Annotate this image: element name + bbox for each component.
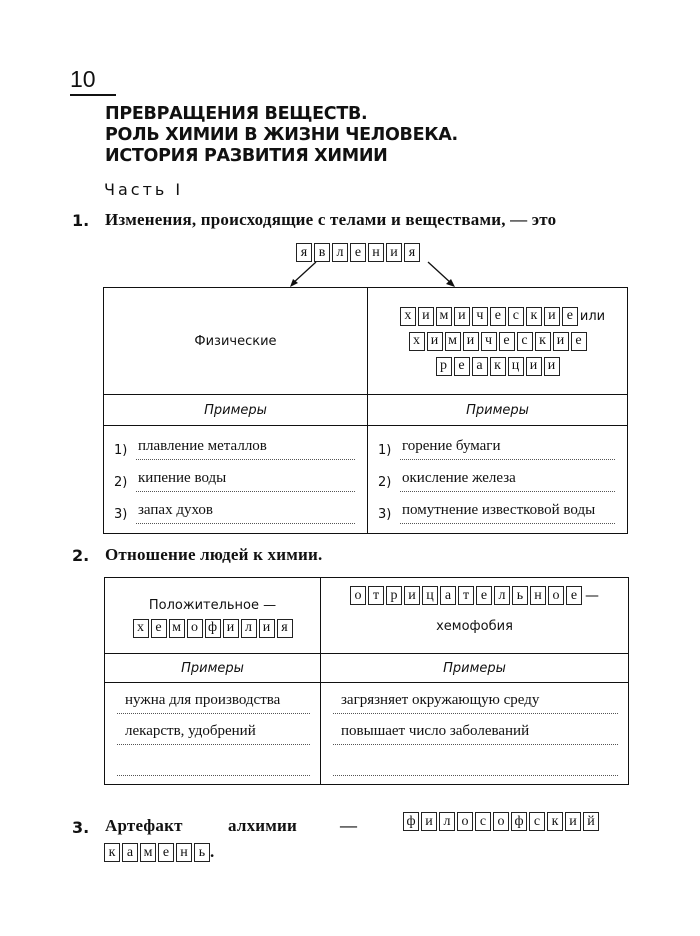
letter-box[interactable]: а (440, 586, 456, 605)
letter-box[interactable]: ф (511, 812, 527, 831)
example-row: 3) запах духов (114, 492, 355, 524)
example-answer-line[interactable] (117, 745, 310, 776)
letter-box[interactable]: и (223, 619, 239, 638)
letter-box[interactable]: р (386, 586, 402, 605)
letter-box[interactable]: ц (508, 357, 524, 376)
q3-line2 (104, 842, 214, 862)
examples-header-right: Примеры (321, 654, 629, 683)
example-answer-line[interactable]: горение бумаги (400, 438, 615, 460)
physical-header: Физические (104, 288, 368, 395)
letter-box[interactable]: и (454, 307, 470, 326)
letter-box[interactable]: е (158, 843, 174, 862)
letter-box[interactable]: я (404, 243, 420, 262)
reactions-word-boxes (436, 357, 560, 376)
letter-box[interactable]: л (332, 243, 348, 262)
example-answer-line[interactable]: повышает число заболеваний (333, 714, 618, 745)
letter-box[interactable]: и (259, 619, 275, 638)
letter-box[interactable]: к (104, 843, 120, 862)
letter-box[interactable]: т (368, 586, 384, 605)
letter-box[interactable]: о (548, 586, 564, 605)
letter-box[interactable]: о (457, 812, 473, 831)
attitude-table (104, 577, 629, 785)
letter-box[interactable]: о (350, 586, 366, 605)
chemical-header (368, 288, 628, 395)
letter-box[interactable]: е (350, 243, 366, 262)
chemophobia-label: хемофобия (436, 619, 513, 634)
letter-box[interactable]: н (530, 586, 546, 605)
letter-box[interactable]: и (526, 357, 542, 376)
letter-box[interactable]: с (475, 812, 491, 831)
positive-header (105, 578, 321, 654)
example-answer-line[interactable]: нужна для производства (117, 683, 310, 714)
example-row: 3) помутнение известковой воды (378, 492, 615, 524)
negative-examples (321, 683, 629, 785)
letter-box[interactable]: и (421, 812, 437, 831)
letter-box[interactable]: е (151, 619, 167, 638)
question-3-number: 3. (72, 818, 90, 837)
negative-word-boxes (350, 586, 582, 605)
period: . (210, 842, 215, 861)
question-1-text: Изменения, происходящие с телами и веществами, — это (105, 210, 557, 229)
letter-box[interactable]: и (463, 332, 479, 351)
example-row: 2) окисление железа (378, 460, 615, 492)
letter-box[interactable]: к (547, 812, 563, 831)
page-title (105, 104, 458, 167)
example-answer-line[interactable]: помутнение известковой воды (400, 502, 615, 524)
example-answer-line[interactable]: загрязняет окружающую среду (333, 683, 618, 714)
question-3-dash: — (340, 816, 358, 835)
letter-box[interactable]: ч (472, 307, 488, 326)
chemophilia-boxes (133, 619, 293, 638)
letter-box[interactable]: о (187, 619, 203, 638)
letter-box[interactable]: е (562, 307, 578, 326)
or-label: или (579, 308, 606, 324)
letter-box[interactable]: и (404, 586, 420, 605)
letter-box[interactable]: к (490, 357, 506, 376)
letter-box[interactable]: и (386, 243, 402, 262)
philosophers-boxes (403, 812, 599, 831)
letter-box[interactable]: е (454, 357, 470, 376)
letter-box[interactable]: х (400, 307, 416, 326)
letter-box[interactable]: к (535, 332, 551, 351)
chemical-word-boxes (400, 307, 578, 326)
arrows-icon (280, 258, 480, 290)
question-3-word-2: алхимии (228, 816, 298, 835)
dash: — (585, 587, 599, 604)
letter-box[interactable]: м (436, 307, 452, 326)
letter-box[interactable]: л (439, 812, 455, 831)
letter-box[interactable]: е (490, 307, 506, 326)
letter-box[interactable]: л (241, 619, 257, 638)
letter-box[interactable]: л (494, 586, 510, 605)
letter-box[interactable]: е (476, 586, 492, 605)
letter-box[interactable]: е (566, 586, 582, 605)
positive-examples (105, 683, 321, 785)
letter-box[interactable]: а (472, 357, 488, 376)
title-line-3: ИСТОРИЯ РАЗВИТИЯ ХИМИИ (105, 146, 388, 166)
example-row: 1) горение бумаги (378, 428, 615, 460)
chemical-examples (368, 426, 628, 534)
letter-box[interactable]: е (571, 332, 587, 351)
examples-header-right: Примеры (368, 395, 628, 426)
example-answer-line[interactable]: плавление металлов (136, 438, 355, 460)
part-label: Часть I (104, 180, 184, 199)
example-row: 1) плавление металлов (114, 428, 355, 460)
letter-box[interactable]: х (133, 619, 149, 638)
letter-box[interactable]: и (565, 812, 581, 831)
example-answer-line[interactable]: кипение воды (136, 470, 355, 492)
chemical-word-boxes-2 (409, 332, 587, 351)
question-3-word-1: Артефакт (105, 816, 183, 835)
example-answer-line[interactable]: лекарств, удобрений (117, 714, 310, 745)
letter-box[interactable]: м (445, 332, 461, 351)
negative-header (321, 578, 629, 654)
examples-header-left: Примеры (105, 654, 321, 683)
letter-box[interactable]: я (277, 619, 293, 638)
letter-box[interactable]: н (176, 843, 192, 862)
letter-box[interactable]: к (526, 307, 542, 326)
letter-box[interactable]: и (544, 307, 560, 326)
letter-box[interactable]: с (508, 307, 524, 326)
question-2-text: Отношение людей к химии. (105, 545, 323, 564)
example-row: 2) кипение воды (114, 460, 355, 492)
question-1-number: 1. (72, 211, 90, 230)
title-line-2: РОЛЬ ХИМИИ В ЖИЗНИ ЧЕЛОВЕКА. (105, 125, 458, 145)
letter-box[interactable]: и (418, 307, 434, 326)
letter-box[interactable]: х (409, 332, 425, 351)
letter-box[interactable]: е (499, 332, 515, 351)
letter-box[interactable]: н (368, 243, 384, 262)
title-line-1: ПРЕВРАЩЕНИЯ ВЕЩЕСТВ. (105, 104, 368, 124)
example-answer-line[interactable]: окисление железа (400, 470, 615, 492)
letter-box[interactable]: ч (481, 332, 497, 351)
letter-box[interactable]: и (427, 332, 443, 351)
letter-box[interactable]: я (296, 243, 312, 262)
letter-box[interactable]: а (122, 843, 138, 862)
page-number: 10 (70, 66, 116, 96)
letter-box[interactable]: с (529, 812, 545, 831)
letter-box[interactable]: ф (205, 619, 221, 638)
letter-box[interactable]: с (517, 332, 533, 351)
phenomena-table (103, 287, 628, 534)
question-2-number: 2. (72, 546, 90, 565)
letter-box[interactable]: м (140, 843, 156, 862)
positive-label: Положительное — (148, 597, 277, 613)
letter-box[interactable]: т (458, 586, 474, 605)
stone-boxes (104, 843, 210, 862)
letter-box[interactable]: й (583, 812, 599, 831)
letter-box[interactable]: р (436, 357, 452, 376)
letter-box[interactable]: и (553, 332, 569, 351)
letter-box[interactable]: ь (194, 843, 210, 862)
physical-examples (104, 426, 368, 534)
letter-box[interactable]: в (314, 243, 330, 262)
letter-box[interactable]: о (493, 812, 509, 831)
letter-box[interactable]: и (544, 357, 560, 376)
letter-box[interactable]: ц (422, 586, 438, 605)
letter-box[interactable]: м (169, 619, 185, 638)
example-answer-line[interactable]: запах духов (136, 502, 355, 524)
example-answer-line[interactable] (333, 745, 618, 776)
examples-header-left: Примеры (104, 395, 368, 426)
letter-box[interactable]: ф (403, 812, 419, 831)
letter-box[interactable]: ь (512, 586, 528, 605)
